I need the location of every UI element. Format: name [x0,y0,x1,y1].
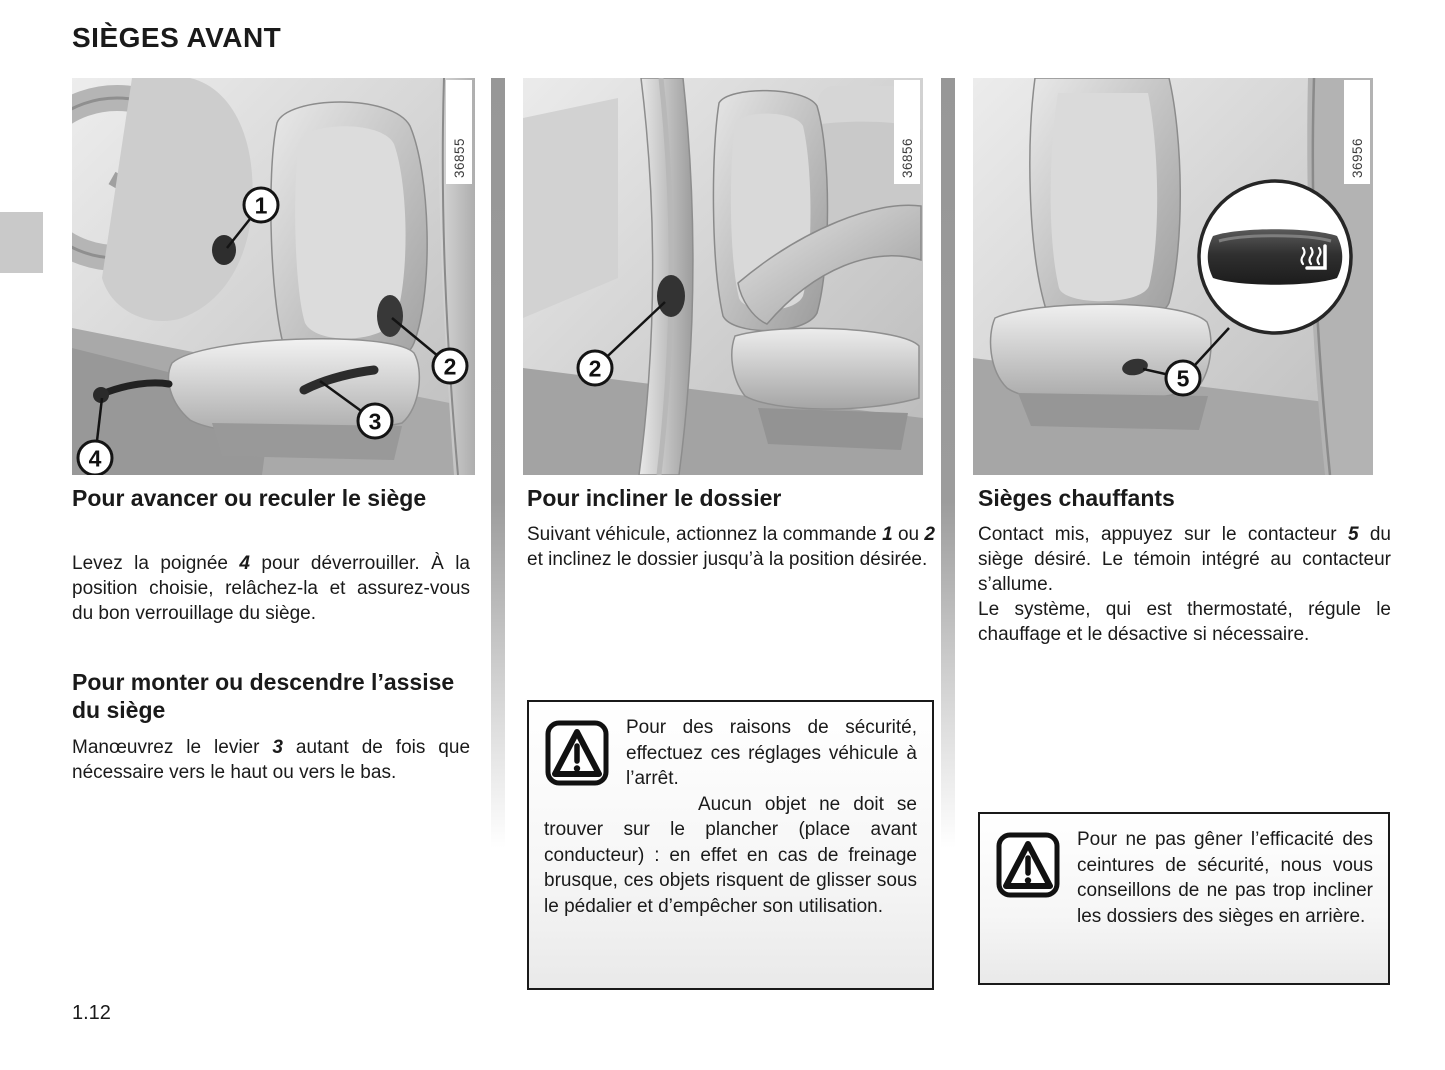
section-heading-move-seat: Pour avancer ou reculer le siège [72,485,427,511]
svg-text:2: 2 [443,353,457,380]
seat-illustration-heated-seat-switch [973,78,1373,475]
figure-seat-adjustment [72,78,475,475]
section-heading-raise-lower-seat: Pour monter ou descendre l’assise du siège [72,669,455,723]
photo-id-label: 36855 [452,137,467,178]
section-heading-heated-seats: Sièges chauffants [978,485,1175,511]
warning-box-adjust-stopped [527,700,934,990]
seat-rails [758,408,908,450]
recline-knob-2 [377,295,403,337]
seat-base [1018,393,1208,430]
section-body-move-seat [72,551,470,626]
svg-text:5: 5 [1176,365,1190,392]
recline-knob-2 [657,275,685,317]
photo-id-label: 36956 [1350,137,1365,178]
warning-text: Pour des raisons de sécurité, effectuez ces réglages véhicule à l’arrêt. [626,717,917,789]
section-body-heated-seats [978,522,1391,647]
section-body-recline-backrest [527,522,935,572]
paragraph: Levez la poignée 4 pour déverrouiller. À la position choisie, relâchez-la et assurez-vous du bon verrouillage du siège. [72,553,470,624]
svg-text:1: 1 [254,192,268,219]
warning-triangle-icon [544,717,610,789]
section-body-raise-lower-seat [72,735,470,785]
chapter-edge-tab [0,212,43,273]
page-number: 1.12 [72,1002,111,1024]
warning-text: Aucun objet ne doit se trouver sur le plancher (place avant conducteur) : en effet en cas de freinage brusque, ces objets risquent de glisser sous le pédalier et d’empêcher son utilisation. [544,793,917,917]
paragraph: Suivant véhicule, actionnez la commande 1 ou 2 et inclinez le dossier jusqu’à la position désirée. [527,524,935,570]
svg-text:2: 2 [588,355,602,382]
photo-id-label: 36856 [900,137,915,178]
column-separator [941,78,955,848]
paragraph: Manœuvrez le levier 3 autant de fois que nécessaire vers le haut ou vers le bas. [72,737,471,783]
svg-text:3: 3 [368,408,382,435]
figure-heated-seat [973,78,1373,475]
warning-triangle-icon [995,829,1061,901]
seat-illustration-front-seats [72,78,475,475]
warning-text: Pour ne pas gêner l’efficacité des ceintures de sécurité, nous vous conseillons de ne pas trop incliner les dossiers des sièges en arrière. [1077,829,1373,927]
svg-text:4: 4 [88,445,102,472]
page-title: SIÈGES AVANT [72,22,282,53]
figure-backrest-recline [523,78,923,475]
column-separator [491,78,505,848]
paragraph: Contact mis, appuyez sur le contacteur 5 du siège désiré. Le témoin intégré au contacteur s’allume. [978,524,1391,595]
seat-illustration-folded-backrest [523,78,923,475]
section-heading-recline-backrest: Pour incliner le dossier [527,485,782,511]
paragraph: Le système, qui est thermostaté, régule le chauffage et le désactive si nécessaire. [978,599,1391,645]
warning-box-seatbelt-efficiency [978,812,1390,985]
heated-seat-rocker-switch [1208,229,1343,285]
